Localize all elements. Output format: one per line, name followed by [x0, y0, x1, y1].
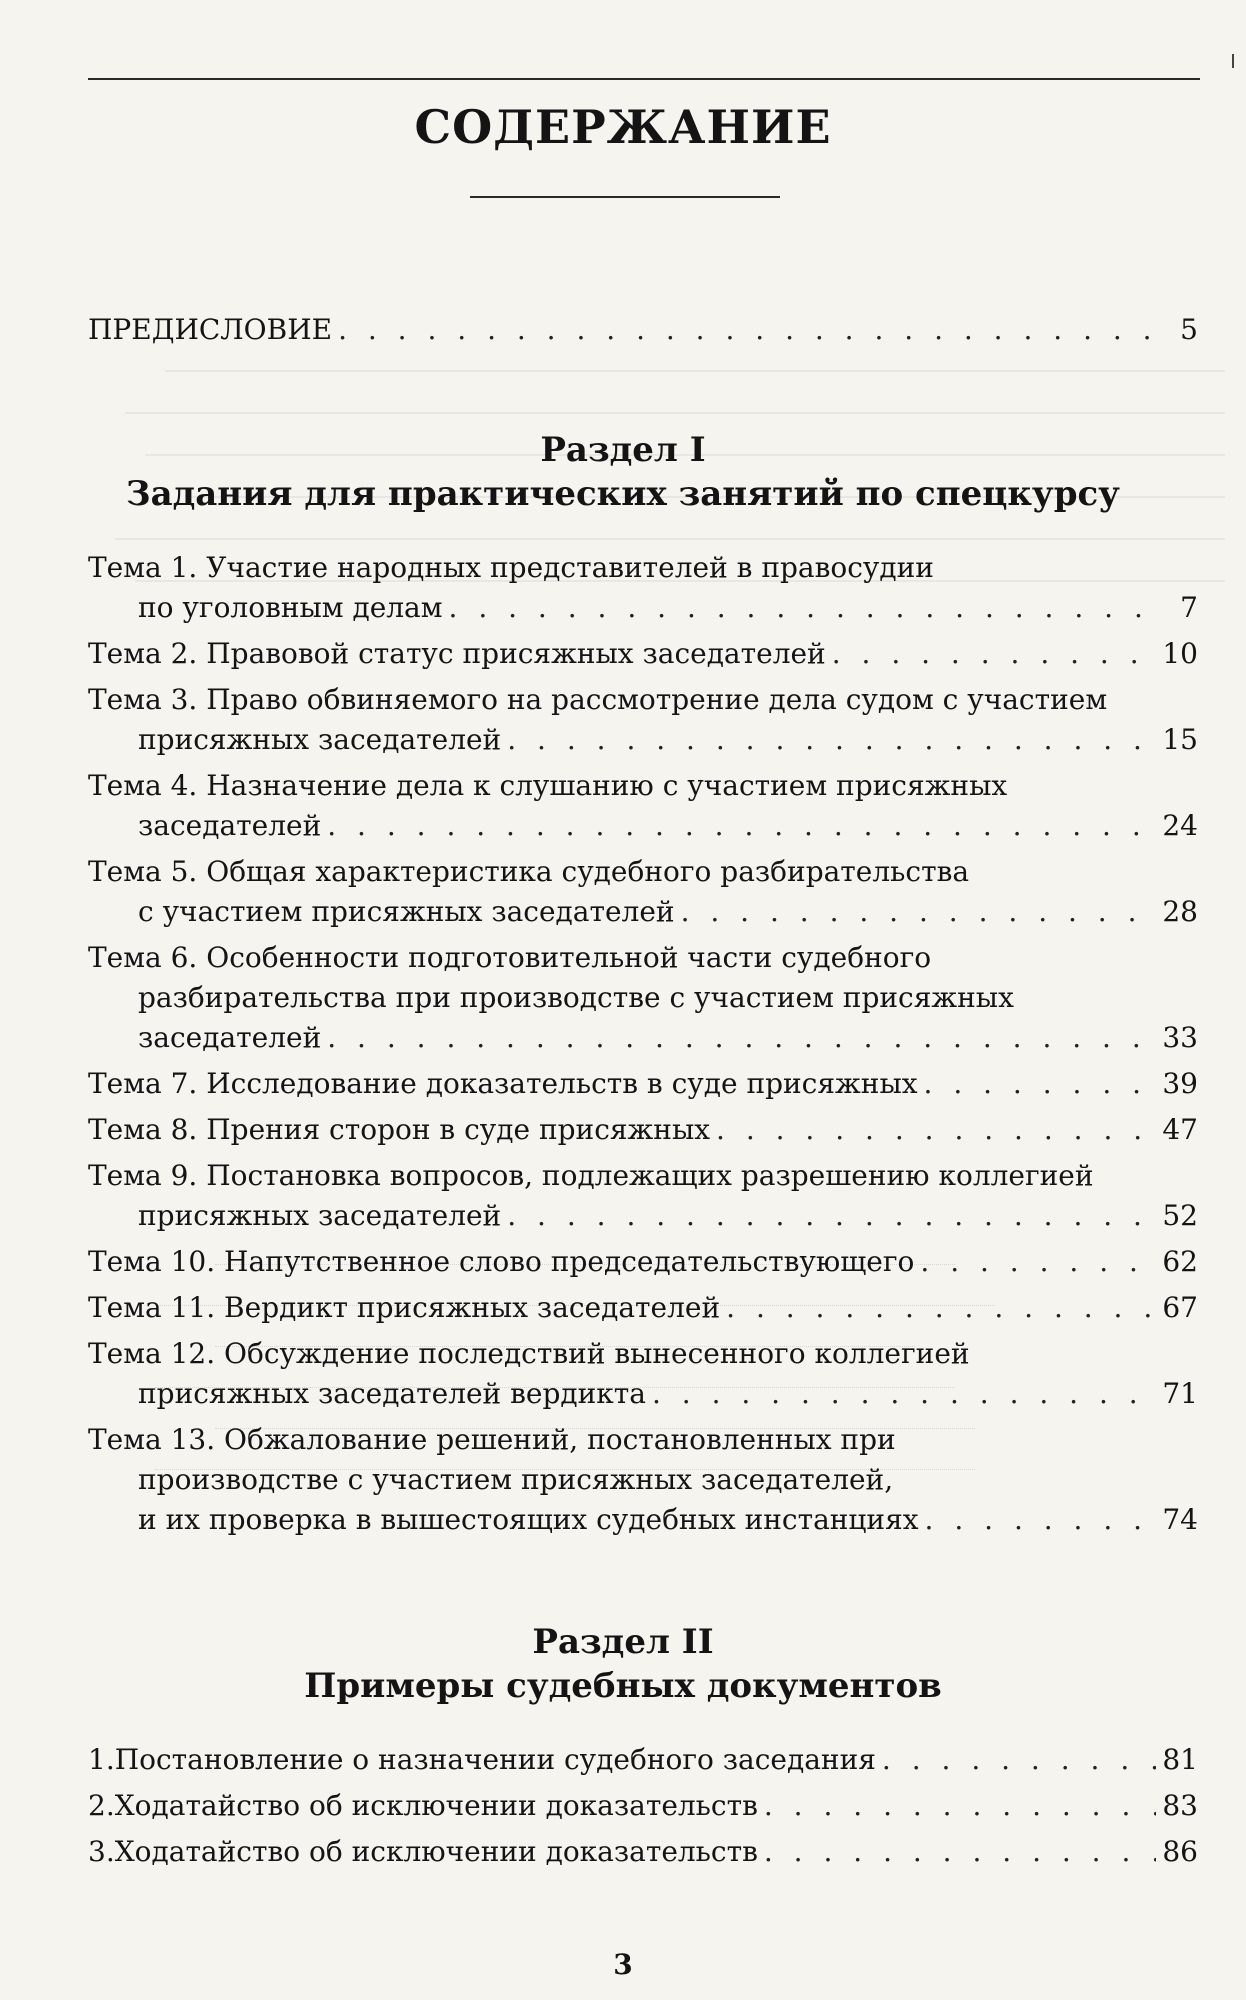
toc-entry-text: Тема 6. Особенности подготовительной части судебного — [88, 941, 932, 974]
top-rule — [88, 78, 1200, 80]
toc-entry-text: разбирательства при производстве с участием присяжных — [138, 981, 1014, 1014]
toc-entry-text: Постановление о назначении судебного заседания — [114, 1743, 876, 1776]
toc-entry-topic-11[interactable] — [88, 1288, 1198, 1328]
leader-dots — [507, 720, 1156, 760]
toc-page-number: 74 — [1162, 1503, 1198, 1536]
leader-dots — [327, 1018, 1156, 1058]
leader-dots — [327, 806, 1156, 846]
leader-dots — [882, 1740, 1156, 1780]
toc-item-number: 2. — [88, 1789, 115, 1822]
toc-entry-text: Тема 13. Обжалование решений, постановленных при — [88, 1423, 896, 1456]
leader-dots — [716, 1110, 1156, 1150]
toc-entry-topic-6[interactable] — [88, 938, 1198, 1058]
toc-entry-text: по уголовным делам — [138, 591, 443, 624]
toc-entry-topic-9[interactable] — [88, 1156, 1198, 1236]
toc-page-number: 7 — [1180, 591, 1198, 624]
toc-entry-text: с участием присяжных заседателей — [138, 895, 675, 928]
toc-entry-text: производстве с участием присяжных заседателей, — [138, 1463, 894, 1496]
toc-entry-topic-5[interactable] — [88, 852, 1198, 932]
toc-entry-topic-10[interactable] — [88, 1242, 1198, 1282]
toc-entry-text: присяжных заседателей — [138, 723, 502, 756]
leader-dots — [832, 634, 1157, 674]
toc-entry-text: Ходатайство об исключении доказательств — [114, 1835, 758, 1868]
leader-dots — [338, 310, 1162, 350]
corner-mark — [1232, 54, 1242, 68]
leader-dots — [764, 1832, 1157, 1872]
section-1-label: Раздел I — [540, 430, 706, 470]
toc-entry-topic-3[interactable] — [88, 680, 1198, 760]
toc-page-number: 24 — [1162, 809, 1198, 842]
toc-entry-topic-12[interactable] — [88, 1334, 1198, 1414]
toc-entry-topic-13[interactable] — [88, 1420, 1198, 1540]
toc-page-number: 39 — [1162, 1067, 1198, 1100]
page-title: СОДЕРЖАНИЕ — [414, 100, 832, 154]
title-underline — [470, 196, 780, 198]
toc-entry-label: ПРЕДИСЛОВИЕ — [88, 313, 333, 346]
toc-entry-text: Тема 9. Постановка вопросов, подлежащих разрешению коллегией — [88, 1159, 1094, 1192]
toc-entry-text: заседателей — [138, 1021, 322, 1054]
toc-entry-text: Тема 5. Общая характеристика судебного разбирательства — [88, 855, 970, 888]
section-2-title: Примеры судебных документов — [304, 1666, 942, 1706]
toc-page-number: 52 — [1162, 1199, 1198, 1232]
toc-entry-topic-8[interactable] — [88, 1110, 1198, 1150]
page-number: 3 — [613, 1948, 633, 1981]
toc-item-number: 3. — [88, 1835, 115, 1868]
toc-entry-text: Тема 12. Обсуждение последствий вынесенного коллегией — [88, 1337, 970, 1370]
toc-page-number: 62 — [1162, 1245, 1198, 1278]
toc-entry-text: заседателей — [138, 809, 322, 842]
toc-entry-topic-7[interactable] — [88, 1064, 1198, 1104]
toc-entry-document-1[interactable] — [88, 1740, 1198, 1780]
leader-dots — [920, 1242, 1156, 1282]
toc-page-number: 67 — [1162, 1291, 1198, 1324]
toc-entry-text: Ходатайство об исключении доказательств — [114, 1789, 758, 1822]
toc-entry-text: Тема 10. Напутственное слово председательствующего — [88, 1245, 915, 1278]
toc-entry-text: Тема 2. Правовой статус присяжных заседателей — [88, 637, 826, 670]
leader-dots — [507, 1196, 1156, 1236]
leader-dots — [652, 1374, 1156, 1414]
toc-page-number: 10 — [1162, 637, 1198, 670]
toc-entry-text: Тема 11. Вердикт присяжных заседателей — [88, 1291, 721, 1324]
toc-page-number: 81 — [1162, 1743, 1198, 1776]
toc-entry-text: Тема 3. Право обвиняемого на рассмотрение дела судом с участием — [88, 683, 1108, 716]
toc-page-number: 33 — [1162, 1021, 1198, 1054]
leader-dots — [726, 1288, 1156, 1328]
leader-dots — [924, 1064, 1157, 1104]
toc-entry-text: Тема 8. Прения сторон в суде присяжных — [88, 1113, 711, 1146]
leader-dots — [925, 1500, 1157, 1540]
toc-page-number: 86 — [1162, 1835, 1198, 1868]
toc-page-number: 15 — [1162, 723, 1198, 756]
toc-entry-text: Тема 7. Исследование доказательств в суде присяжных — [88, 1067, 918, 1100]
toc-page-number: 83 — [1162, 1789, 1198, 1822]
toc-entry-topic-4[interactable] — [88, 766, 1198, 846]
toc-entry-topic-1[interactable] — [88, 548, 1198, 628]
toc-entry-preface[interactable] — [88, 310, 1198, 350]
section-1-title: Задания для практических занятий по спецкурсу — [126, 474, 1120, 514]
toc-item-number: 1. — [88, 1743, 115, 1776]
toc-entry-text: и их проверка в вышестоящих судебных инстанциях — [138, 1503, 919, 1536]
leader-dots — [449, 588, 1162, 628]
toc-entry-document-3[interactable] — [88, 1832, 1198, 1872]
toc-entry-topic-2[interactable] — [88, 634, 1198, 674]
toc-entry-text: присяжных заседателей вердикта — [138, 1377, 646, 1410]
leader-dots — [681, 892, 1157, 932]
toc-entry-document-2[interactable] — [88, 1786, 1198, 1826]
toc-page-number: 71 — [1162, 1377, 1198, 1410]
leader-dots — [764, 1786, 1157, 1826]
toc-page-number: 5 — [1180, 313, 1198, 346]
toc-entry-text: Тема 1. Участие народных представителей в правосудии — [88, 551, 934, 584]
toc-page-number: 47 — [1162, 1113, 1198, 1146]
toc-entry-text: присяжных заседателей — [138, 1199, 502, 1232]
section-2-label: Раздел II — [532, 1622, 714, 1662]
toc-entry-text: Тема 4. Назначение дела к слушанию с участием присяжных — [88, 769, 1008, 802]
toc-page-number: 28 — [1162, 895, 1198, 928]
